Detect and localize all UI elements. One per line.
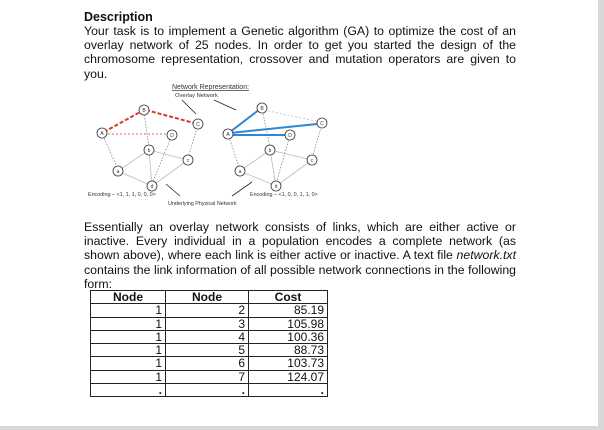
ellipsis-cell: . (249, 384, 328, 397)
svg-text:d: d (150, 184, 154, 190)
network-representation-figure (84, 78, 444, 218)
svg-text:b: b (268, 148, 272, 154)
page-edge-right (598, 0, 604, 430)
figure-title: Network Representation: (172, 84, 250, 91)
encoding-right: Encoding – <1, 0, 0, 1, 1, 0> (250, 192, 318, 198)
right-network (223, 103, 327, 191)
svg-text:B: B (260, 106, 264, 112)
cell-cost: 88.73 (249, 344, 328, 357)
svg-text:D: D (170, 133, 174, 139)
left-network (97, 105, 203, 191)
cell-node-to: 7 (166, 370, 249, 383)
cell-node-from: 1 (91, 330, 166, 343)
cell-node-from: 1 (91, 317, 166, 330)
table-row (91, 330, 328, 343)
header-node-1: Node (91, 291, 166, 304)
cell-cost: 124.07 (249, 370, 328, 383)
svg-text:a: a (238, 169, 242, 175)
svg-text:D: D (288, 133, 292, 139)
svg-text:c: c (310, 158, 314, 164)
cell-cost: 105.98 (249, 317, 328, 330)
svg-text:b: b (147, 148, 151, 154)
inactive-link (146, 110, 194, 123)
table-row (91, 304, 328, 317)
network-cost-table (90, 290, 328, 397)
cell-node-to: 5 (166, 344, 249, 357)
cell-node-from: 1 (91, 344, 166, 357)
page-edge-bottom (0, 426, 604, 430)
cell-node-to: 4 (166, 330, 249, 343)
svg-text:C: C (320, 121, 324, 127)
underlying-arrow-right (232, 182, 252, 196)
cell-cost: 103.73 (249, 357, 328, 370)
cell-cost: 85.19 (249, 304, 328, 317)
svg-text:C: C (196, 122, 200, 128)
ellipsis-cell: . (166, 384, 249, 397)
cell-node-from: 1 (91, 370, 166, 383)
svg-text:A: A (100, 131, 104, 137)
overlay-paragraph-part2: contains the link information of all possible network connections in the following form: (84, 262, 516, 291)
cell-cost: 100.36 (249, 330, 328, 343)
underlying-arrow-left (166, 184, 180, 196)
underlying-network-label: Underlying Physical Network (168, 201, 237, 207)
svg-text:A: A (226, 132, 230, 138)
intro-paragraph: Your task is to implement a Genetic algorithm (GA) to optimize the cost of an overlay network of 25 nodes. In order to get you started the design of the chromosome representation, crossover and mutation operators are given to you. (84, 24, 516, 81)
overlay-network-label: Overlay Network (175, 93, 218, 99)
table-row (91, 370, 328, 383)
inactive-link (104, 111, 142, 132)
overlay-paragraph-part1: Essentially an overlay network consists of links, which are either active or inactive. Every individual in a population encodes a complete network (as shown above), where each link is either active or inactive. A text file (84, 220, 516, 263)
table-header-row (91, 291, 328, 304)
svg-text:c: c (186, 158, 190, 164)
header-node-2: Node (166, 291, 249, 304)
table-row (91, 317, 328, 330)
table-row (91, 344, 328, 357)
overlay-arrow-right (214, 100, 236, 110)
cell-node-to: 6 (166, 357, 249, 370)
header-cost: Cost (249, 291, 328, 304)
section-heading: Description (84, 10, 153, 24)
svg-text:B: B (142, 108, 146, 114)
active-link (230, 109, 260, 132)
encoding-left: Encoding – <1, 1, 1, 0, 0, 0> (88, 192, 156, 198)
table-row (91, 357, 328, 370)
cell-node-from: 1 (91, 304, 166, 317)
cell-node-from: 1 (91, 357, 166, 370)
ellipsis-cell: . (91, 384, 166, 397)
table-row-ellipsis (91, 384, 328, 397)
overlay-paragraph (84, 220, 516, 291)
network-file-name: network.txt (456, 248, 516, 263)
overlay-arrow-left (182, 100, 196, 114)
cell-node-to: 2 (166, 304, 249, 317)
svg-text:a: a (116, 169, 120, 175)
cell-node-to: 3 (166, 317, 249, 330)
active-link (230, 124, 317, 133)
svg-text:d: d (274, 184, 278, 190)
